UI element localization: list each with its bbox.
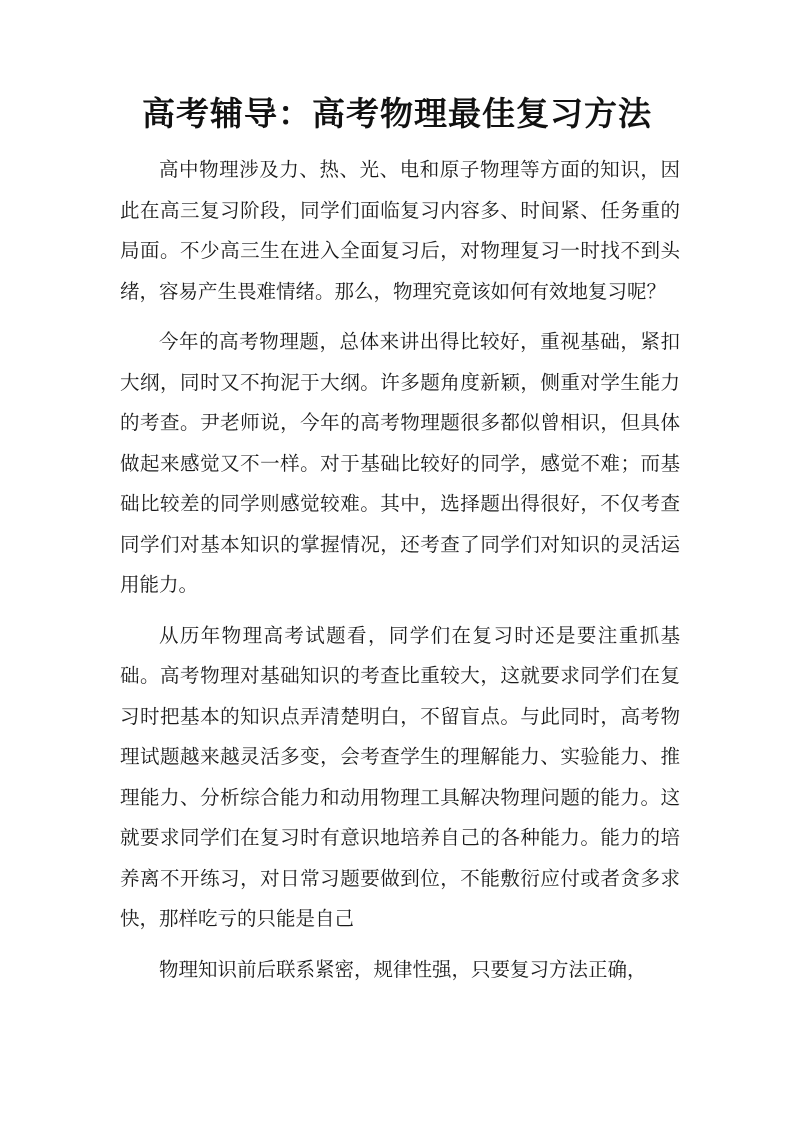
paragraph-this-year-exam: 今年的高考物理题，总体来讲出得比较好，重视基础，紧扣大纲，同时又不拘泥于大纲。许多题角度新颖，侧重对学生能力的考查。尹老师说，今年的高考物理题很多都似曾相识，但具体做起来感觉又不一样。对于基础比较好的同学，感觉不难；而基础比较差的同学则感觉较难。其中，选择题出得很好，不仅考查同学们对基本知识的掌握情况，还考查了同学们对知识的灵活运用能力。 — [120, 330, 680, 596]
document-body — [120, 150, 680, 1000]
paragraph-basics: 从历年物理高考试题看，同学们在复习时还是要注重抓基础。高考物理对基础知识的考查比重较大，这就要求同学们在复习时把基本的知识点弄清楚明白，不留盲点。与此同时，高考物理试题越来越灵活多变，会考查学生的理解能力、实验能力、推理能力、分析综合能力和动用物理工具解决物理问题的能力。这就要求同学们在复习时有意识地培养自己的各种能力。能力的培养离不开练习，对日常习题要做到位，不能敷衍应付或者贪多求快，那样吃亏的只能是自己 — [120, 623, 680, 930]
paragraph-knowledge-links: 物理知识前后联系紧密，规律性强，只要复习方法正确， — [159, 957, 647, 981]
paragraph-intro: 高中物理涉及力、热、光、电和原子物理等方面的知识，因此在高三复习阶段，同学们面临复习内容多、时间紧、任务重的局面。不少高三生在进入全面复习后，对物理复习一时找不到头绪，容易产生畏难情绪。那么，物理究竟该如何有效地复习呢？ — [120, 158, 680, 303]
document-title: 高考辅导：高考物理最佳复习方法 — [142, 94, 652, 133]
